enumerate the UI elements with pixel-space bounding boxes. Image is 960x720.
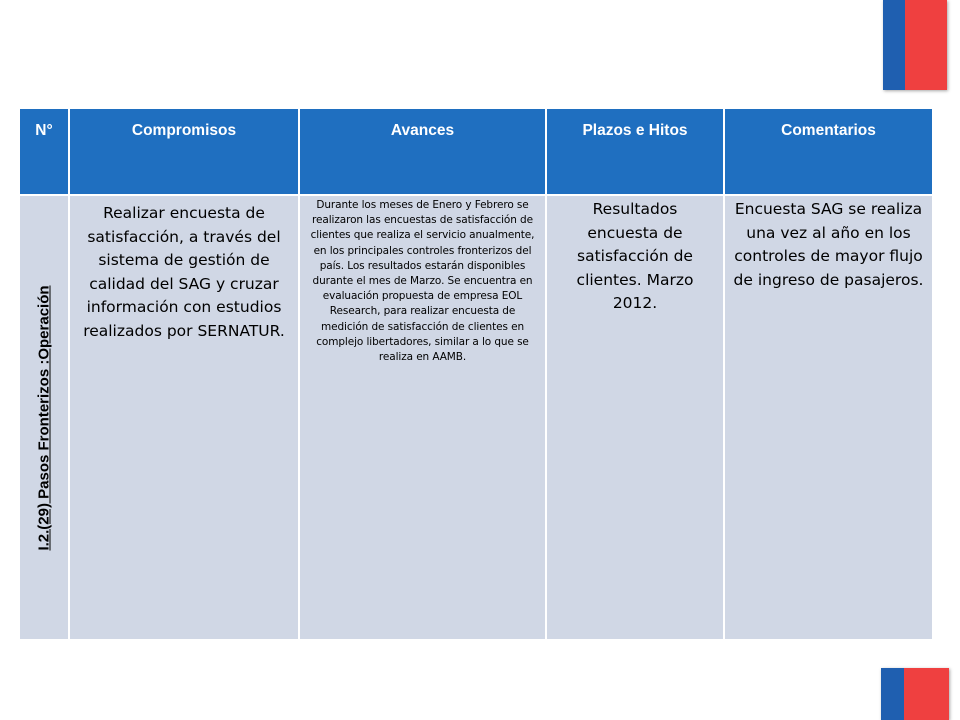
commitments-table [18, 107, 934, 641]
header-comentarios: Comentarios [724, 108, 933, 195]
cell-comentarios: Encuesta SAG se realiza una vez al año en los controles de mayor flujo de ingreso de pasajeros. [724, 195, 933, 640]
header-plazos-hitos: Plazos e Hitos [546, 108, 724, 195]
flag-blue-stripe [883, 0, 905, 90]
flag-red-stripe [904, 668, 949, 720]
header-compromisos: Compromisos [69, 108, 299, 195]
flag-logo-bottom [881, 668, 949, 720]
cell-avances: Durante los meses de Enero y Febrero se realizaron las encuestas de satisfacción de clientes que realiza el servicio anualmente, en los principales controles fronterizos del país. Los resultados estarán disponibles durante el mes de Marzo. Se encuentra en evaluación propuesta de empresa EOL Research, para realizar encuesta de medición de satisfacción de clientes en complejo libertadores, similar a lo que se realiza en AAMB. [299, 195, 546, 640]
table-row [19, 195, 933, 640]
cell-plazos-hitos: Resultados encuesta de satisfacción de clientes. Marzo 2012. [546, 195, 724, 640]
row-id-label: I.2.(29) Pasos Fronterizos :Operación [35, 285, 53, 551]
header-avances: Avances [299, 108, 546, 195]
cell-compromisos: Realizar encuesta de satisfacción, a través del sistema de gestión de calidad del SAG y cruzar información con estudios realizados por SERNATUR. [69, 195, 299, 640]
cell-id [19, 195, 69, 640]
flag-red-stripe [905, 0, 947, 90]
header-numero: N° [19, 108, 69, 195]
flag-logo-top [883, 0, 947, 90]
flag-blue-stripe [881, 668, 904, 720]
table-header-row [19, 108, 933, 195]
